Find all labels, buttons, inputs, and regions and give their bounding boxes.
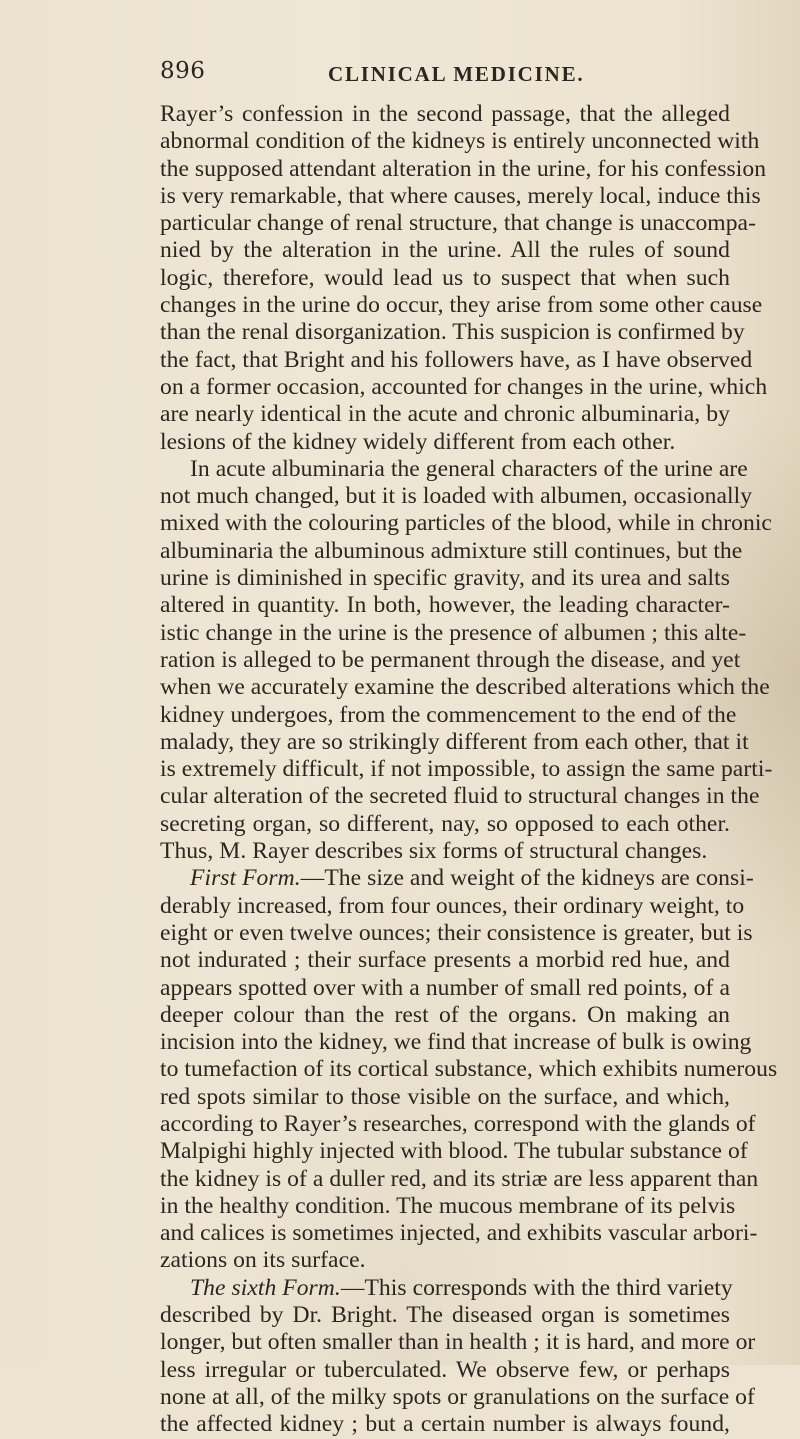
text-line: incision into the kidney, we find that increase of bulk is owing (160, 1029, 752, 1056)
text-line: lesions of the kidney widely different from each other. (160, 428, 676, 455)
page-header (160, 58, 680, 92)
text-line: logic, therefore, would lead us to suspect that when such (160, 264, 730, 291)
text-line: changes in the urine do occur, they arise from some other cause (160, 292, 763, 319)
text-line: abnormal condition of the kidneys is entirely unconnected with (160, 128, 760, 155)
text-line: Malpighi highly injected with blood. The tubular substance of (160, 1138, 748, 1165)
text-line: and calices is sometimes injected, and exhibits vascular arbori- (160, 1220, 758, 1247)
text-line: Thus, M. Rayer describes six forms of structural changes. (160, 838, 708, 865)
text-line: not indurated ; their surface presents a morbid red hue, and (160, 947, 730, 974)
text-line: according to Rayer’s researches, correspond with the glands of (160, 1110, 756, 1137)
text-line: the supposed attendant alteration in the urine, for his confession (160, 155, 767, 182)
text-line: In acute albuminaria the general characters of the urine are (190, 455, 748, 482)
text-line: nied by the alteration in the urine. All the rules of sound (160, 237, 730, 264)
text-line (160, 865, 754, 892)
text-line: appears spotted over with a number of small red points, of a (160, 974, 730, 1001)
text-line: when we accurately examine the described alterations which the (160, 674, 770, 701)
text-line: the fact, that Bright and his followers have, as I have observed (160, 346, 753, 373)
text-line: istic change in the urine is the presence of albumen ; this alte- (160, 619, 747, 646)
text-line: kidney undergoes, from the commencement to the end of the (160, 701, 737, 728)
text-line: deeper colour than the rest of the organs. On making an (160, 1001, 730, 1028)
text-line: in the healthy condition. The mucous membrane of its pelvis (160, 1192, 736, 1219)
text-span: —This corresponds with the third variety (340, 1274, 733, 1301)
running-head: CLINICAL MEDICINE. (328, 62, 585, 86)
text-line: urine is diminished in specific gravity, and its urea and salts (160, 565, 730, 592)
text-line: is very remarkable, that where causes, merely local, induce this (160, 182, 761, 209)
text-line: less irregular or tuberculated. We observe few, or perhaps (160, 1356, 730, 1383)
text-line: described by Dr. Bright. The diseased organ is sometimes (160, 1302, 730, 1329)
text-line: eight or even twelve ounces; their consistence is greater, but is (160, 919, 753, 946)
text-line: altered in quantity. In both, however, the leading character- (160, 592, 730, 619)
text-line: albuminaria the albuminous admixture still continues, but the (160, 537, 743, 564)
text-line: Rayer’s confession in the second passage, that the alleged (160, 101, 730, 127)
text-line: on a former occasion, accounted for changes in the urine, which (160, 373, 768, 400)
text-line: cular alteration of the secreted fluid to structural changes in the (160, 783, 760, 810)
section-heading-sixth-form: The sixth Form. (190, 1274, 341, 1301)
text-line (160, 1274, 733, 1302)
text-line: ration is alleged to be permanent through the disease, and yet (160, 646, 741, 673)
text-span: —The size and weight of the kidneys are consi- (300, 865, 754, 892)
text-line: particular change of renal structure, that change is unaccompa- (160, 210, 756, 237)
text-line: red spots similar to those visible on the surface, and which, (160, 1083, 730, 1110)
page-number: 896 (160, 58, 206, 84)
body-text (160, 101, 778, 1439)
text-line: to tumefaction of its cortical substance, which exhibits numerous (160, 1056, 778, 1083)
text-line: than the renal disorganization. This suspicion is confirmed by (160, 319, 745, 346)
section-heading-first-form: First Form. (190, 865, 301, 892)
text-line: are nearly identical in the acute and chronic albuminaria, by (160, 401, 730, 428)
text-line: is extremely difficult, if not impossible, to assign the same parti- (160, 756, 773, 783)
text-line: zations on its surface. (160, 1247, 366, 1274)
text-line: mixed with the colouring particles of the blood, while in chronic (160, 510, 772, 537)
text-line: longer, but often smaller than in health ; it is hard, and more or (160, 1329, 756, 1356)
text-line: derably increased, from four ounces, their ordinary weight, to (160, 892, 745, 919)
text-line: not much changed, but it is loaded with albumen, occasionally (160, 483, 753, 510)
text-line: the kidney is of a duller red, and its striæ are less apparent than (160, 1165, 759, 1192)
text-line: the affected kidney ; but a certain number is always found, (160, 1411, 730, 1438)
text-line: none at all, of the milky spots or granulations on the surface of (160, 1383, 755, 1410)
text-line: secreting organ, so different, nay, so opposed to each other. (160, 810, 730, 837)
text-line: malady, they are so strikingly different from each other, that it (160, 728, 749, 755)
